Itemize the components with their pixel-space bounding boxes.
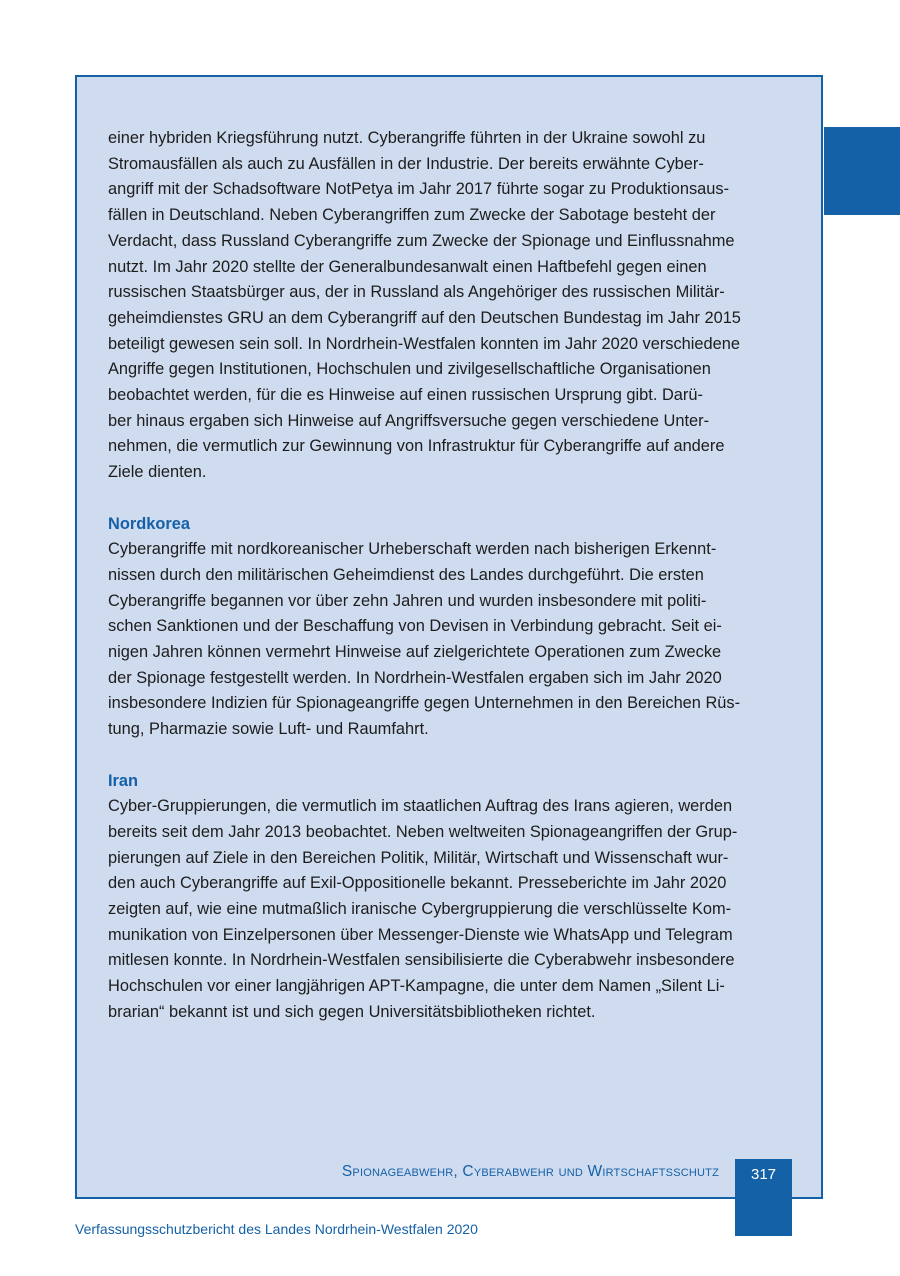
text-line: Hochschulen vor einer langjährigen APT-Kampagne, die unter dem Namen „Silent Li- [108, 977, 725, 996]
text-line: Stromausfällen als auch zu Ausfällen in der Industrie. Der bereits erwähnte Cyber- [108, 154, 704, 173]
text-line: einer hybriden Kriegsführung nutzt. Cyberangriffe führten in der Ukraine sowohl zu [108, 129, 706, 147]
section-heading-iran: Iran [108, 771, 139, 790]
text-line: bereits seit dem Jahr 2013 beobachtet. Neben weltweiten Spionageangriffen der Grup- [108, 822, 738, 841]
text-line: fällen in Deutschland. Neben Cyberangriffen zum Zwecke der Sabotage besteht der [108, 206, 716, 225]
text-line: nutzt. Im Jahr 2020 stellte der Generalbundesanwalt einen Haftbefehl gegen einen [108, 257, 707, 276]
text-line: munikation von Einzelpersonen über Messenger-Dienste wie WhatsApp und Telegram [108, 925, 733, 944]
text-line: ber hinaus ergaben sich Hinweise auf Angriffsversuche gegen verschiedene Unter- [108, 411, 710, 430]
text-line: Cyberangriffe mit nordkoreanischer Urheberschaft werden nach bisherigen Erkennt- [108, 540, 717, 559]
text-line: nigen Jahren können vermehrt Hinweise auf zielgerichtete Operationen zum Zwecke [108, 643, 722, 662]
nordkorea-paragraph [108, 537, 798, 743]
page-number: 317 [750, 1166, 777, 1183]
text-line: den auch Cyberangriffe auf Exil-Oppositionelle bekannt. Presseberichte im Jahr 2020 [108, 874, 727, 893]
text-line: Verdacht, dass Russland Cyberangriffe zum Zwecke der Spionage und Einflussnahme [108, 231, 735, 250]
text-line: russischen Staatsbürger aus, der in Russland als Angehöriger des russischen Militär- [108, 283, 725, 302]
text-line: angriff mit der Schadsoftware NotPetya im Jahr 2017 führte sogar zu Produktionsaus- [108, 180, 730, 199]
iran-paragraph [108, 794, 798, 1025]
text-line: schen Sanktionen und der Beschaffung von Devisen in Verbindung gebracht. Seit ei- [108, 617, 722, 636]
text-line: Cyber-Gruppierungen, die vermutlich im staatlichen Auftrag des Irans agieren, werden [108, 797, 733, 816]
page-number-box [735, 1159, 792, 1236]
text-line: Cyberangriffe begannen vor über zehn Jahren und wurden insbesondere mit politi- [108, 591, 707, 610]
chapter-thumb-tab [824, 127, 900, 215]
text-line: nehmen, die vermutlich zur Gewinnung von Infrastruktur für Cyberangriffe auf andere [108, 437, 725, 456]
intro-paragraph [108, 126, 798, 486]
text-line: Ziele dienten. [108, 463, 207, 482]
text-line: brarian“ bekannt ist und sich gegen Universitätsbibliotheken richtet. [108, 1002, 596, 1021]
text-line: pierungen auf Ziele in den Bereichen Politik, Militär, Wirtschaft und Wissenschaft wur- [108, 848, 729, 867]
text-line: insbesondere Indizien für Spionageangriffe gegen Unternehmen in den Bereichen Rüs- [108, 694, 741, 713]
text-line: Angriffe gegen Institutionen, Hochschulen und zivilgesellschaftliche Organisationen [108, 360, 711, 379]
text-line: der Spionage festgestellt werden. In Nordrhein-Westfalen ergaben sich im Jahr 2020 [108, 668, 722, 687]
page-footer: Verfassungsschutzbericht des Landes Nordrhein-Westfalen 2020 [75, 1221, 478, 1237]
info-box [75, 75, 823, 1199]
text-line: beteiligt gewesen sein soll. In Nordrhein-Westfalen konnten im Jahr 2020 verschiedene [108, 334, 741, 353]
text-line: geheimdienstes GRU an dem Cyberangriff auf den Deutschen Bundestag im Jahr 2015 [108, 308, 741, 327]
section-heading-nordkorea: Nordkorea [108, 514, 190, 533]
text-line: mitlesen konnte. In Nordrhein-Westfalen sensibilisierte die Cyberabwehr insbesondere [108, 951, 735, 970]
text-line: zeigten auf, wie eine mutmaßlich iranische Cybergruppierung die verschlüsselte Kom- [108, 900, 732, 919]
running-head: Spionageabwehr, Cyberabwehr und Wirtschaftsschutz [341, 1163, 719, 1180]
text-line: tung, Pharmazie sowie Luft- und Raumfahrt. [108, 720, 429, 739]
text-line: beobachtet werden, für die es Hinweise auf einen russischen Ursprung gibt. Darü- [108, 386, 703, 405]
text-line: nissen durch den militärischen Geheimdienst des Landes durchgeführt. Die ersten [108, 565, 704, 584]
box-content [108, 126, 798, 1026]
